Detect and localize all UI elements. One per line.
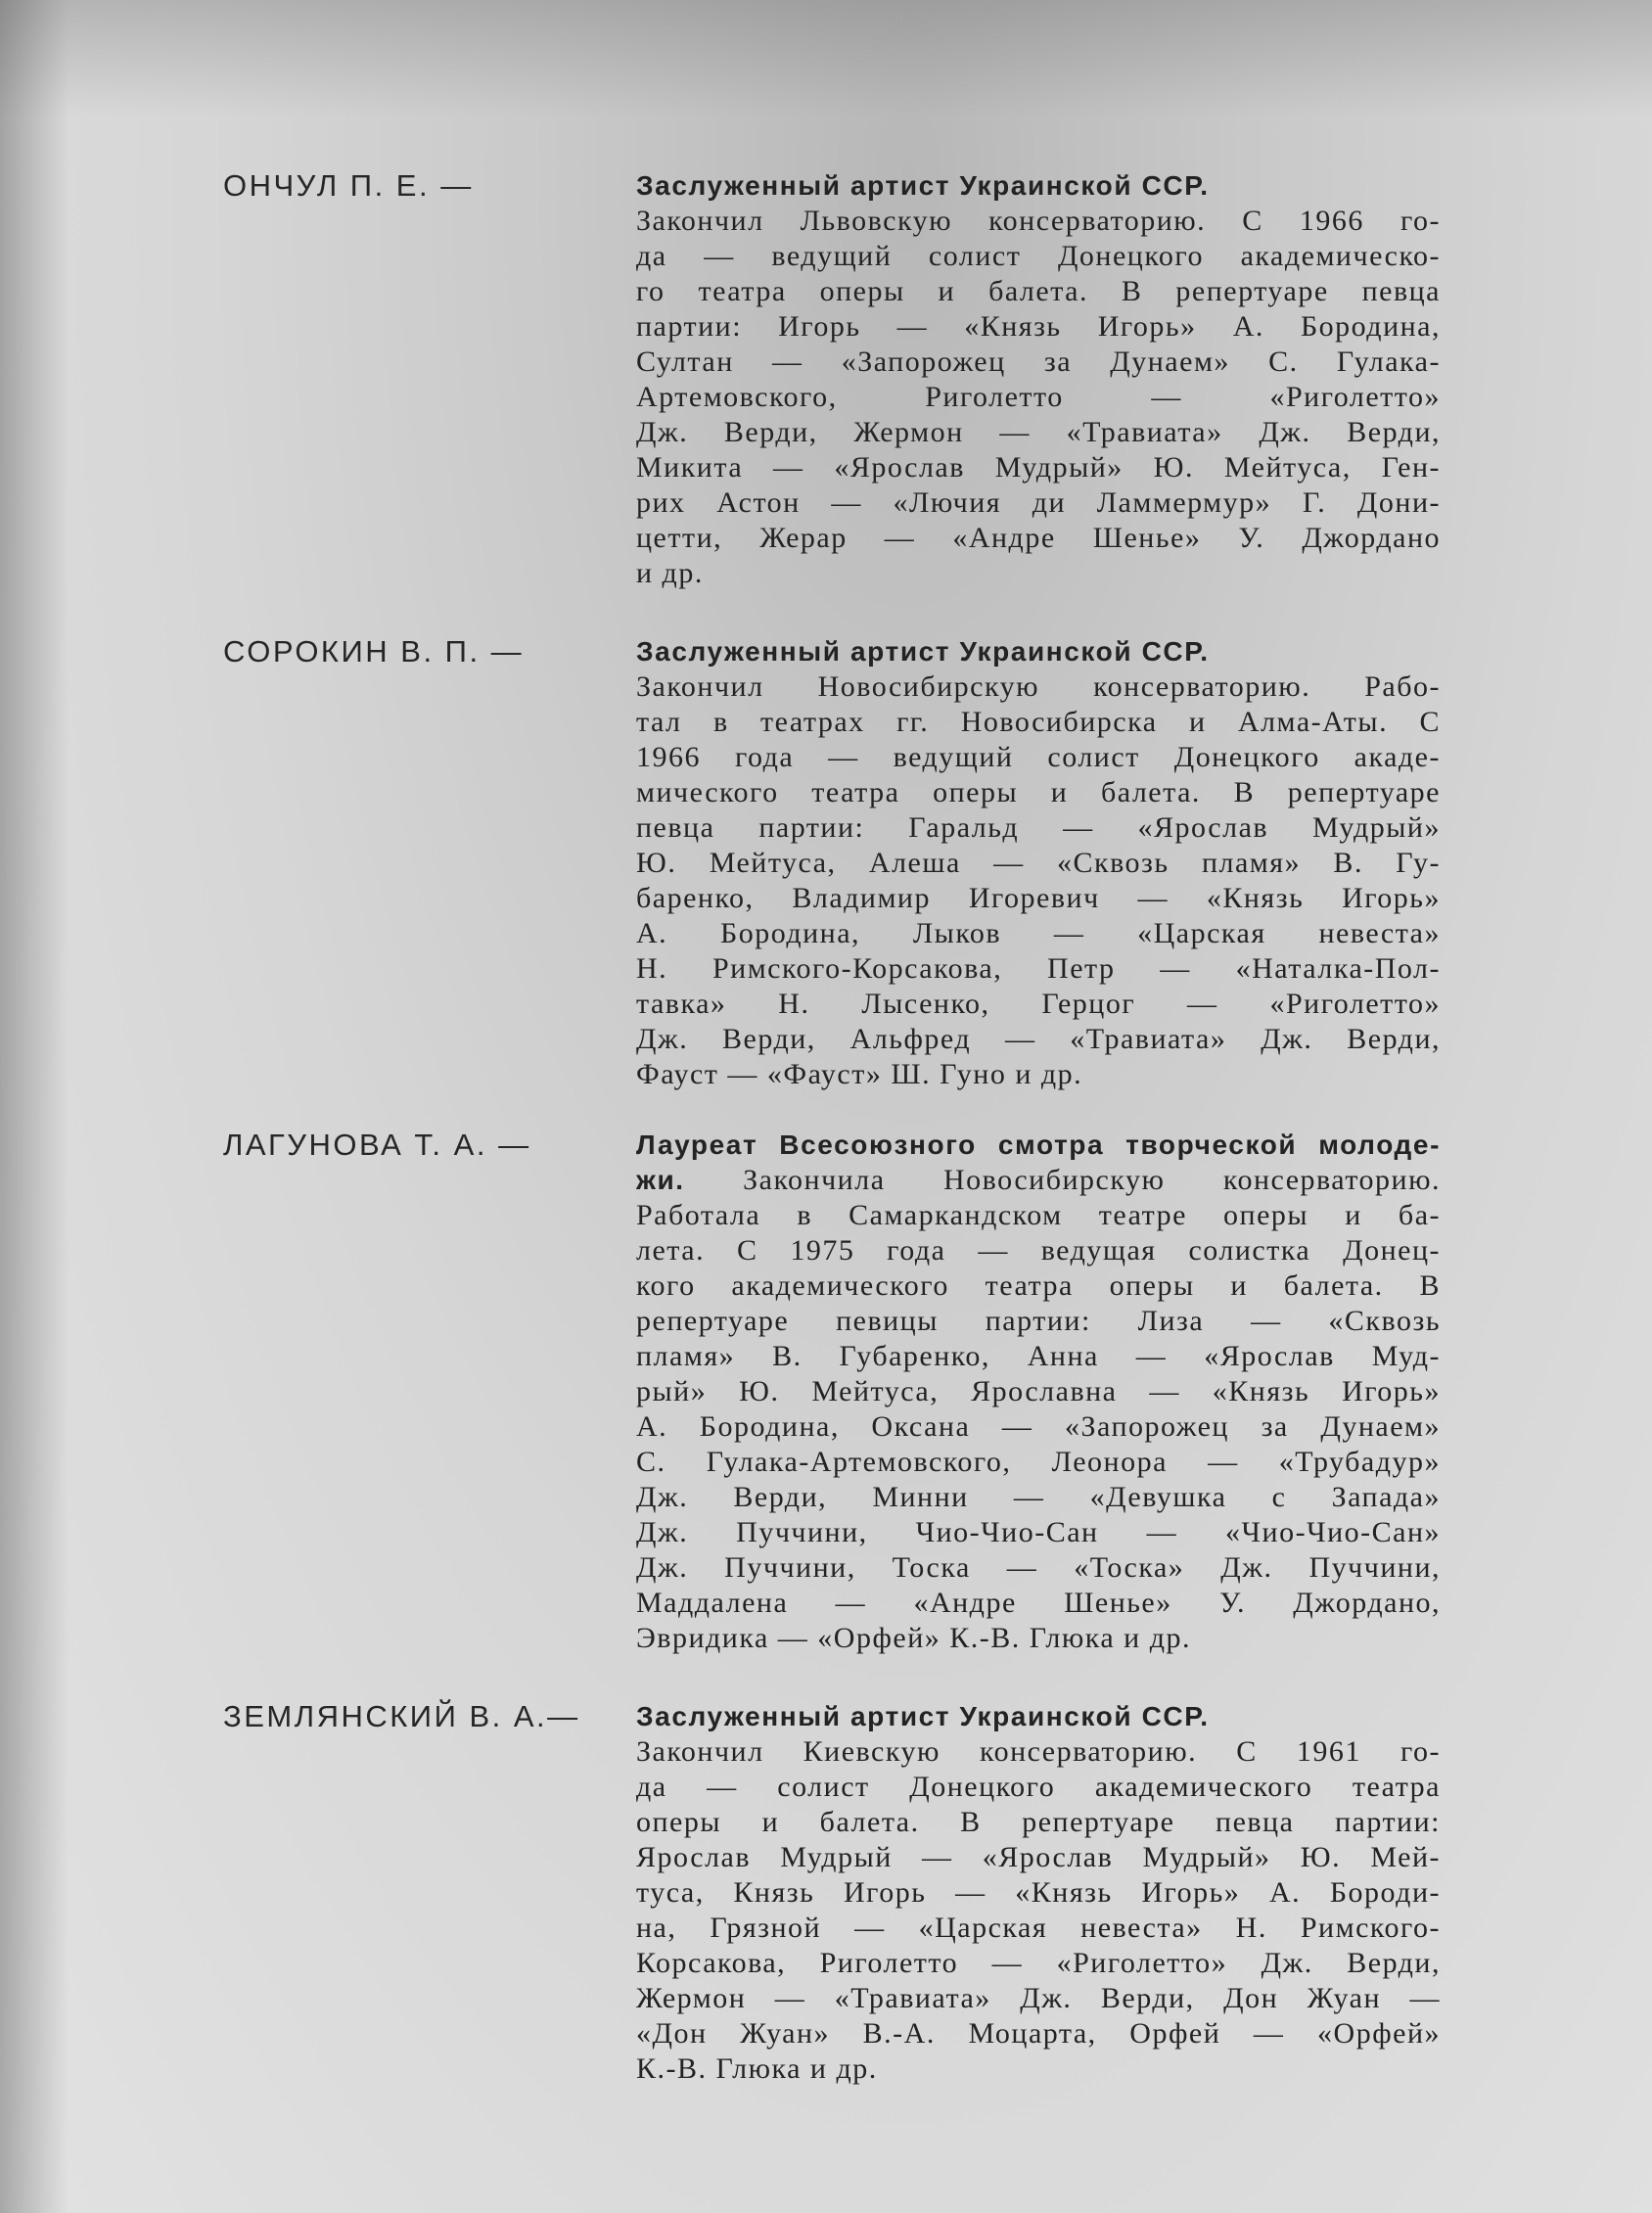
bio-line: репертуаре певицы партии: Лиза — «Сквозь bbox=[636, 1305, 1441, 1337]
bio-line: тал в театрах гг. Новосибирска и Алма-Аты. С bbox=[636, 706, 1441, 738]
bio-line: Н. Римского-Корсакова, Петр — «Наталка-Пол- bbox=[636, 952, 1441, 985]
bio-line: С. Гулака-Артемовского, Леонора — «Трубадур» bbox=[636, 1446, 1441, 1478]
bio-line: К.-В. Глюка и др. bbox=[636, 2052, 878, 2085]
artist-title: Заслуженный артист Украинской ССР. bbox=[636, 636, 1210, 667]
artist-biography bbox=[636, 168, 1441, 591]
bio-line: рый» Ю. Мейтуса, Ярославна — «Князь Игорь» bbox=[636, 1375, 1441, 1407]
bio-line: Ярослав Мудрый — «Ярослав Мудрый» Ю. Мей- bbox=[636, 1841, 1441, 1873]
bio-line bbox=[636, 1163, 1441, 1198]
bio-line: Фауст — «Фауст» Ш. Гуно и др. bbox=[636, 1058, 1083, 1090]
bio-line: рих Астон — «Лючия ди Ламмермур» Г. Дони- bbox=[636, 486, 1441, 519]
bio-line: Эвридика — «Орфей» К.-В. Глюка и др. bbox=[636, 1622, 1191, 1654]
bio-line: и др. bbox=[636, 557, 704, 589]
bio-line: Работала в Самаркандском театре оперы и ба- bbox=[636, 1199, 1441, 1231]
bio-line: да — солист Донецкого академического театра bbox=[636, 1771, 1441, 1803]
bio-line: да — ведущий солист Донецкого академическо- bbox=[636, 240, 1441, 272]
bio-line: цетти, Жерар — «Андре Шенье» У. Джордано bbox=[636, 522, 1441, 554]
bio-line: Микита — «Ярослав Мудрый» Ю. Мейтуса, Ген- bbox=[636, 451, 1441, 484]
bio-line: тавка» Н. Лысенко, Герцог — «Риголетто» bbox=[636, 988, 1441, 1020]
bio-line: Дж. Верди, Альфред — «Травиата» Дж. Верди, bbox=[636, 1023, 1441, 1055]
artist-biography bbox=[636, 634, 1441, 1092]
bio-line: баренко, Владимир Игоревич — «Князь Игорь» bbox=[636, 882, 1441, 914]
bio-line: мического театра оперы и балета. В репертуаре bbox=[636, 776, 1441, 808]
artist-biography bbox=[636, 1699, 1441, 2087]
bio-line: Дж. Верди, Жермон — «Травиата» Дж. Верди, bbox=[636, 416, 1441, 448]
bio-line: Султан — «Запорожец за Дунаем» С. Гулака- bbox=[636, 346, 1441, 378]
bio-line: А. Бородина, Лыков — «Царская невеста» bbox=[636, 917, 1441, 949]
bio-line: Закончил Львовскую консерваторию. С 1966 го- bbox=[636, 205, 1441, 237]
bio-line: «Дон Жуан» В.-А. Моцарта, Орфей — «Орфей» bbox=[636, 2017, 1441, 2050]
bio-line: Артемовского, Риголетто — «Риголетто» bbox=[636, 381, 1441, 413]
bio-line: Ю. Мейтуса, Алеша — «Сквозь пламя» В. Гу- bbox=[636, 847, 1441, 879]
artist-title-continuation: жи. bbox=[636, 1165, 685, 1195]
bio-line: оперы и балета. В репертуаре певца партии: bbox=[636, 1806, 1441, 1838]
artist-title: Заслуженный артист Украинской ССР. bbox=[636, 1701, 1210, 1731]
bio-line: Маддалена — «Андре Шенье» У. Джордано, bbox=[636, 1587, 1441, 1619]
artist-biography bbox=[636, 1128, 1441, 1656]
artist-title: Заслуженный артист Украинской ССР. bbox=[636, 170, 1210, 201]
bio-line: туса, Князь Игорь — «Князь Игорь» А. Бороди- bbox=[636, 1876, 1441, 1909]
page-shadow-left bbox=[0, 0, 69, 2213]
artist-title: Лауреат Всесоюзного смотра творческой молоде- bbox=[636, 1130, 1441, 1160]
bio-line: Жермон — «Травиата» Дж. Верди, Дон Жуан — bbox=[636, 1982, 1441, 2014]
artist-name: ЛАГУНОВА Т. А. — bbox=[223, 1128, 531, 1162]
artist-name: СОРОКИН В. П. — bbox=[223, 634, 525, 669]
page-shadow-top bbox=[0, 0, 1652, 117]
bio-line: 1966 года — ведущий солист Донецкого акаде- bbox=[636, 741, 1441, 773]
artist-name: ОНЧУЛ П. Е. — bbox=[223, 168, 474, 203]
bio-line: Закончил Киевскую консерваторию. С 1961 го- bbox=[636, 1735, 1441, 1768]
bio-line: пламя» В. Губаренко, Анна — «Ярослав Муд- bbox=[636, 1340, 1441, 1372]
bio-line: кого академического театра оперы и балета. В bbox=[636, 1269, 1441, 1302]
bio-line: Дж. Верди, Минни — «Девушка с Запада» bbox=[636, 1481, 1441, 1513]
bio-line: Дж. Пуччини, Чио-Чио-Сан — «Чио-Чио-Сан» bbox=[636, 1516, 1441, 1548]
bio-line: го театра оперы и балета. В репертуаре певца bbox=[636, 275, 1441, 307]
bio-line: Дж. Пуччини, Тоска — «Тоска» Дж. Пуччини, bbox=[636, 1551, 1441, 1584]
bio-line: на, Грязной — «Царская невеста» Н. Римского- bbox=[636, 1912, 1441, 1944]
bio-line: партии: Игорь — «Князь Игорь» А. Бородина, bbox=[636, 310, 1441, 343]
bio-line: певца партии: Гаральд — «Ярослав Мудрый» bbox=[636, 811, 1441, 844]
bio-line: Закончил Новосибирскую консерваторию. Рабо- bbox=[636, 670, 1441, 703]
bio-line: Корсакова, Риголетто — «Риголетто» Дж. Верди, bbox=[636, 1947, 1441, 1979]
bio-line: А. Бородина, Оксана — «Запорожец за Дунаем» bbox=[636, 1410, 1441, 1443]
artist-name: ЗЕМЛЯНСКИЙ В. А.— bbox=[223, 1699, 580, 1733]
bio-line: лета. С 1975 года — ведущая солистка Донец- bbox=[636, 1234, 1441, 1267]
bio-line-text: Закончила Новосибирскую консерваторию. bbox=[743, 1164, 1441, 1196]
